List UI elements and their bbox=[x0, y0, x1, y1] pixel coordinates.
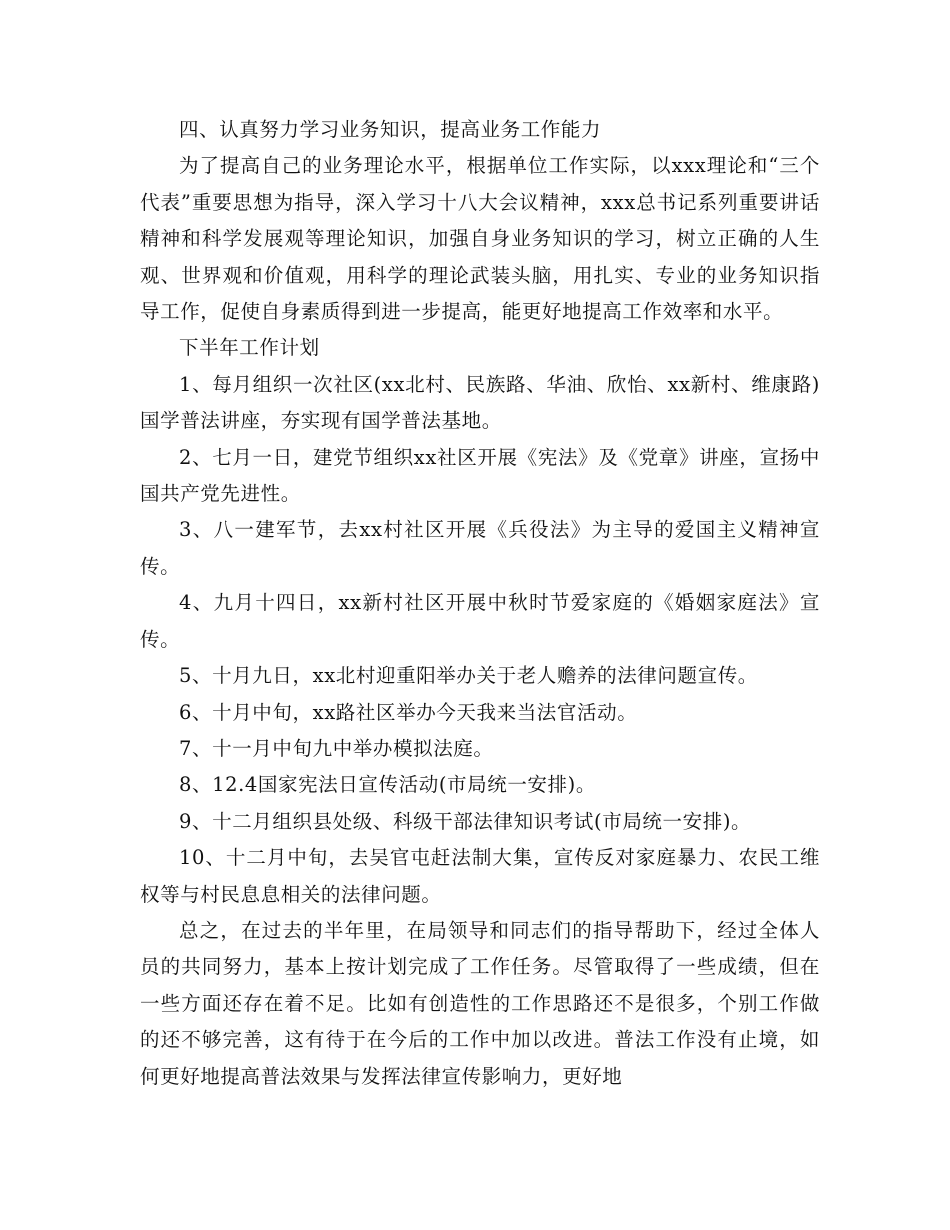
paragraph: 总之，在过去的半年里，在局领导和同志们的指导帮助下，经过全体人员的共同努力，基本上按计划完成了工作任务。尽管取得了一些成绩，但在一些方面还存在着不足。比如有创造性的工作思路还不是很多，个别工作做的还不够完善，这有待于在今后的工作中加以改进。普法工作没有止境，如何更好地提高普法效果与发挥法律宣传影响力，更好地 bbox=[140, 918, 820, 1088]
document-body bbox=[140, 112, 820, 1095]
plan-item: 8、12.4国家宪法日宣传活动(市局统一安排)。 bbox=[179, 773, 596, 797]
plan-item: 6、十月中旬，xx路社区举办今天我来当法官活动。 bbox=[179, 700, 638, 724]
section-heading: 四、认真努力学习业务知识，提高业务工作能力 bbox=[179, 118, 602, 141]
plan-item: 10、十二月中旬，去吴官屯赶法制大集，宣传反对家庭暴力、农民工维权等与村民息息相关的法律问题。 bbox=[140, 846, 820, 906]
plan-item: 3、八一建军节，去xx村社区开展《兵役法》为主导的爱国主义精神宣传。 bbox=[140, 518, 820, 578]
plan-item: 2、七月一日，建党节组织xx社区开展《宪法》及《党章》讲座，宣扬中国共产党先进性。 bbox=[140, 445, 820, 506]
plan-item: 5、十月九日，xx北村迎重阳举办关于老人赡养的法律问题宣传。 bbox=[179, 664, 758, 688]
paragraph: 为了提高自己的业务理论水平，根据单位工作实际，以xxx理论和“三个代表”重要思想为指导，深入学习十八大会议精神，xxx总书记系列重要讲话精神和科学发展观等理论知识，加强自身业务知识的学习，树立正确的人生观、世界观和价值观，用科学的理论武装头脑，用扎实、专业的业务知识指导工作，促使自身素质得到进一步提高，能更好地提高工作效率和水平。 bbox=[140, 154, 820, 324]
plan-item: 1、每月组织一次社区(xx北村、民族路、华油、欣怡、xx新村、维康路)国学普法讲座，夯实现有国学普法基地。 bbox=[140, 372, 820, 433]
plan-item: 9、十二月组织县处级、科级干部法律知识考试(市局统一安排)。 bbox=[179, 809, 752, 833]
plan-item: 7、十一月中旬九中举办模拟法庭。 bbox=[179, 736, 494, 760]
section-heading: 下半年工作计划 bbox=[179, 336, 320, 360]
plan-item: 4、九月十四日，xx新村社区开展中秋时节爱家庭的《婚姻家庭法》宣传。 bbox=[140, 591, 820, 651]
